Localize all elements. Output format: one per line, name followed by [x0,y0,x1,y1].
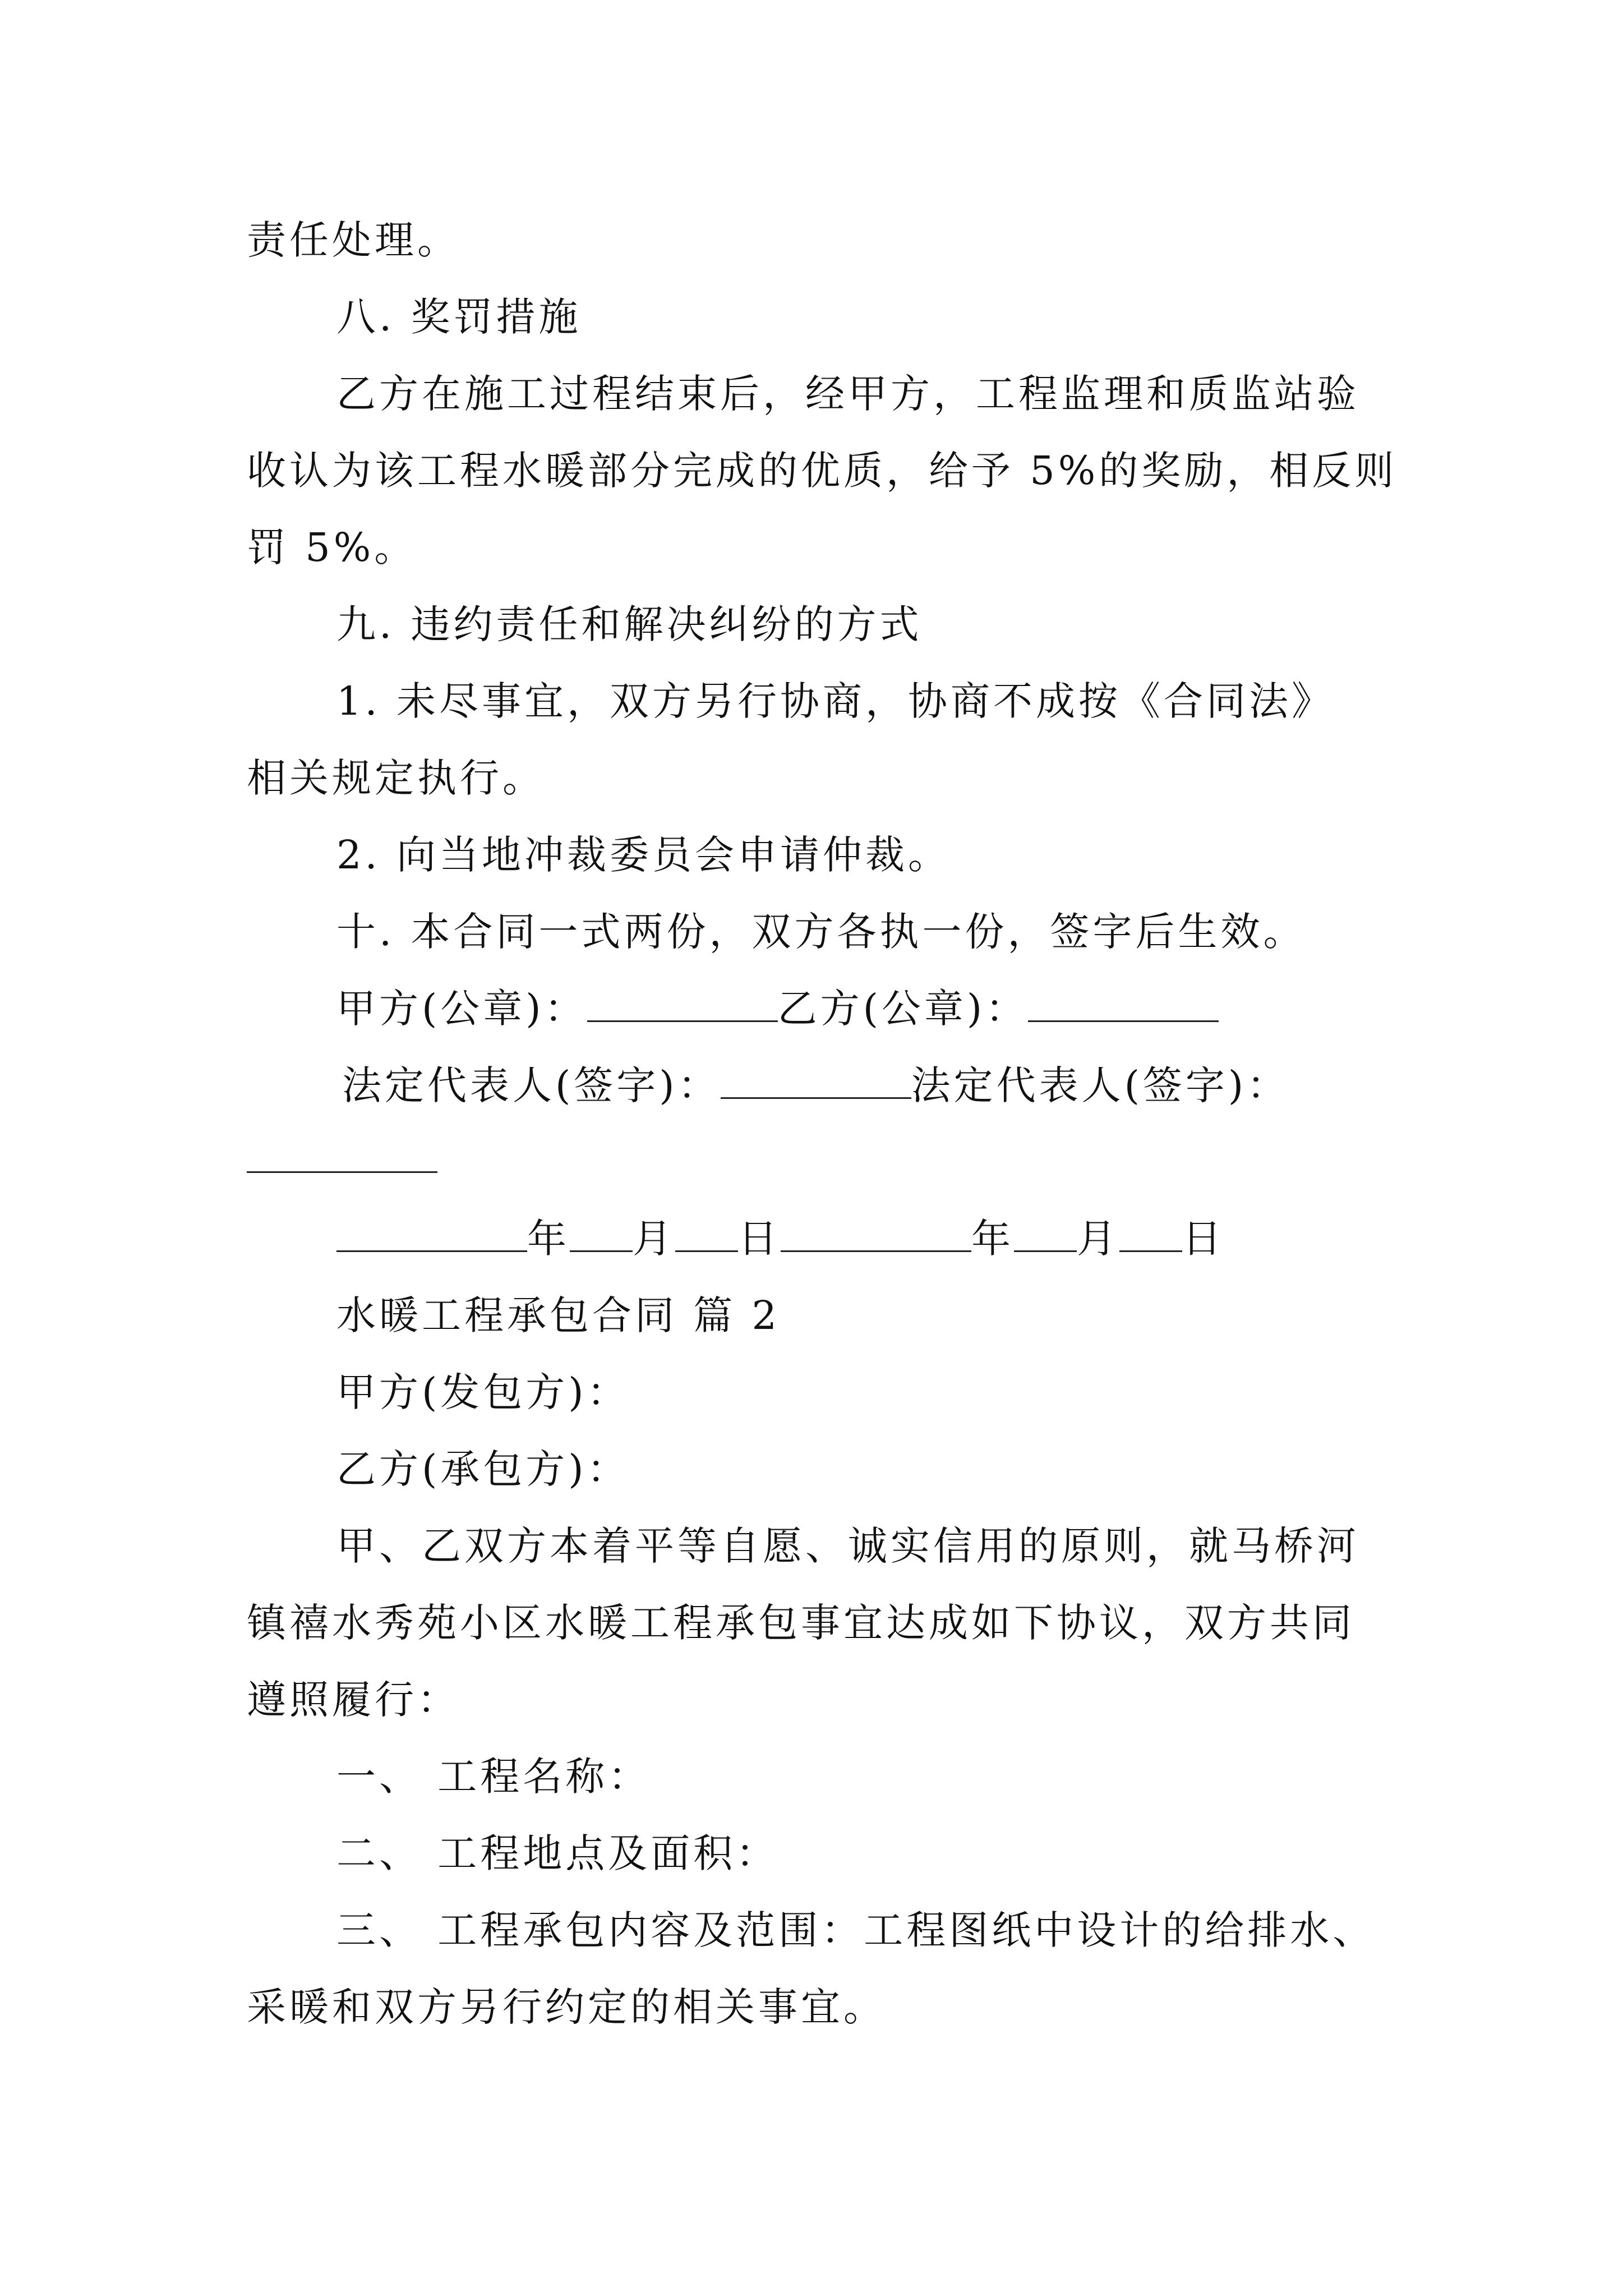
paragraph-line: 责任处理。 [247,217,460,263]
day-label-b: 日 [1182,1216,1225,1262]
section-title: 水暖工程承包合同 篇 2 [336,1292,781,1338]
day-blank-a [675,1214,738,1252]
year-label-a: 年 [527,1216,570,1262]
paragraph-line: 2. 向当地冲裁委员会申请仲裁。 [336,832,951,878]
section-heading: 九. 违约责任和解决纠纷的方式 [336,601,923,647]
month-blank-a [570,1214,633,1252]
day-label-a: 日 [738,1216,781,1262]
intro-line: 甲、乙双方本着平等自愿、诚实信用的原则，就马桥河 [336,1523,1359,1569]
month-label-a: 月 [633,1216,675,1262]
year-blank-a [336,1214,527,1252]
legal-rep-a-label: 法定代表人(签字)： [342,1062,721,1108]
paragraph-line: 十. 本合同一式两份，双方各执一份，签字后生效。 [336,909,1306,955]
legal-rep-line [342,1059,1289,1112]
year-label-b: 年 [971,1216,1014,1262]
party-b-label: 乙方(承包方)： [336,1446,630,1492]
paragraph-line: 罚 5%。 [247,524,417,570]
seal-line [336,982,1219,1036]
year-blank-b [781,1214,971,1252]
clause-item: 采暖和双方另行约定的相关事宜。 [247,1984,886,2030]
month-label-b: 月 [1077,1216,1119,1262]
legal-rep-b-label: 法定代表人(签字)： [911,1062,1290,1108]
intro-line: 镇禧水秀苑小区水暖工程承包事宜达成如下协议，双方共同 [247,1600,1355,1646]
party-a-label: 甲方(发包方)： [336,1369,630,1415]
day-blank-b [1119,1214,1182,1252]
party-b-seal-label: 乙方(公章)： [777,986,1029,1032]
legal-rep-b-blank [247,1171,437,1173]
clause-item: 一、 工程名称： [336,1754,651,1800]
intro-line: 遵照履行： [247,1677,460,1723]
party-a-seal-blank [587,984,778,1022]
clause-item: 三、 工程承包内容及范围：工程图纸中设计的给排水、 [336,1907,1376,1953]
month-blank-b [1014,1214,1077,1252]
section-heading: 八. 奖罚措施 [336,294,582,340]
paragraph-line: 1. 未尽事宜，双方另行协商，协商不成按《合同法》 [336,678,1335,724]
paragraph-line: 收认为该工程水暖部分完成的优质，给予 5%的奖励，相反则 [247,448,1398,494]
party-b-seal-blank [1028,984,1219,1022]
paragraph-line: 相关规定执行。 [247,755,545,801]
date-line [336,1212,1225,1266]
paragraph-line: 乙方在施工过程结束后，经甲方，工程监理和质监站验 [336,371,1359,417]
party-a-seal-label: 甲方(公章)： [336,986,587,1032]
clause-item: 二、 工程地点及面积： [336,1830,779,1876]
legal-rep-a-blank [721,1061,911,1099]
